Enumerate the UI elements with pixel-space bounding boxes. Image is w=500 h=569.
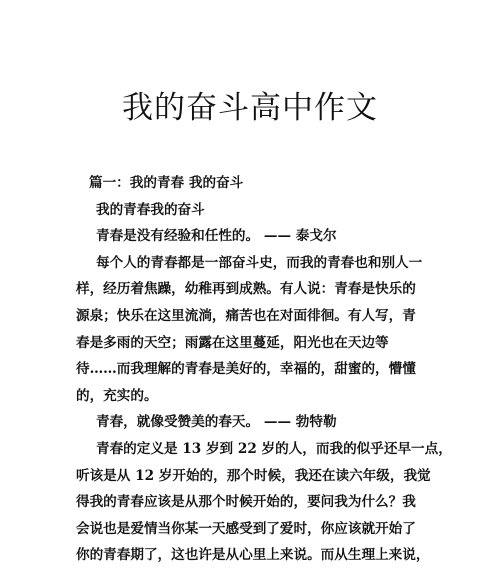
paragraph-line: 你的青春期了，这也许是从心里上来说。而从生理上来说， — [76, 547, 430, 564]
paragraph-line: 得我的青春应该是从那个时候开始的，要问我为什么？我 — [76, 494, 416, 511]
quote-line: 青春，就像受赞美的春天。 —— 勃特勒 — [96, 414, 337, 431]
section-heading: 篇一：我的青春 我的奋斗 — [89, 175, 244, 191]
paragraph-line: 源泉；快乐在这里流淌，痛苦也在对面徘徊。有人写，青 — [76, 307, 416, 324]
document-title: 我的奋斗高中作文 — [122, 90, 378, 126]
paragraph-line: 样，经历着焦躁，幼稚再到成熟。有人说：青春是快乐的 — [76, 281, 416, 298]
paragraph-line: 青春的定义是 13 岁到 22 岁的人，而我的似乎还早一点， — [96, 440, 452, 457]
paragraph-line: 听该是从 12 岁开始的，那个时候，我还在读六年级，我觉 — [76, 467, 431, 484]
essay-body — [76, 170, 452, 569]
paragraph-line: 春是多雨的天空；雨露在这里蔓延，阳光也在天边等 — [76, 334, 389, 351]
quote-line: 青春是没有经验和任性的。 —— 泰戈尔 — [96, 228, 337, 245]
paragraph-line: 的，充实的。 — [76, 387, 158, 404]
paragraph-line: 待……而我理解的青春是美好的，幸福的，甜蜜的，懵懂 — [76, 361, 416, 378]
paragraph-line: 每个人的青春都是一部奋斗史，而我的青春也和别人一 — [96, 254, 423, 271]
essay-subtitle: 我的青春我的奋斗 — [96, 201, 205, 218]
paragraph-line: 会说也是爱情当你某一天感受到了爱时，你应该就开始了 — [76, 520, 416, 537]
